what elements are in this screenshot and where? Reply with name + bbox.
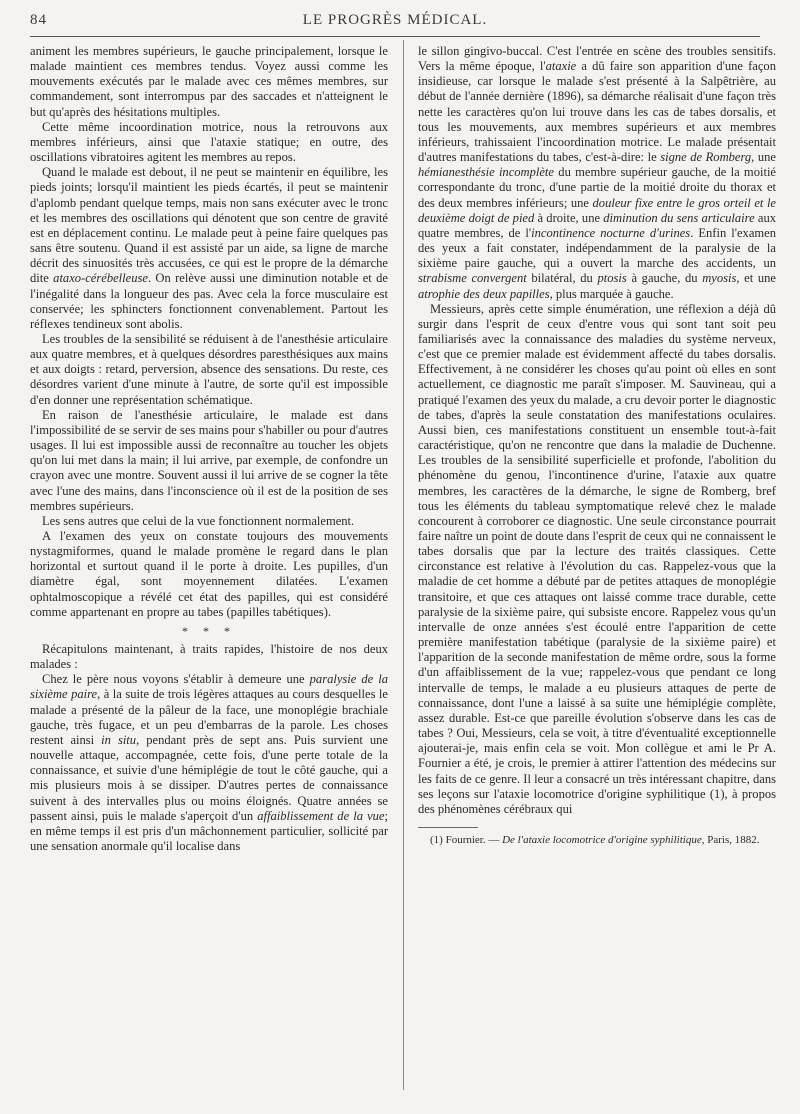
footnote-rule <box>418 827 478 828</box>
italic-text: affaiblissement de la vue <box>257 808 385 823</box>
paragraph: Les sens autres que celui de la vue fonctionnent normalement. <box>42 513 355 528</box>
header-rule <box>30 36 760 37</box>
italic-text: strabisme convergent <box>418 271 527 286</box>
paragraph: Récapitulons maintenant, à traits rapides, l'histoire de nos deux malades : <box>30 641 388 672</box>
italic-text: atrophie des deux papilles <box>418 286 550 301</box>
italic-text: paralysie de la sixième paire <box>30 672 388 702</box>
page-header <box>30 12 760 34</box>
italic-text: ataxie <box>545 59 577 74</box>
paragraph: Cette même incoordination motrice, nous la retrouvons aux membres inférieurs, ainsi que l'ataxie statique; en outre, des oscillations vibratoires agitent les membres au repos. <box>30 119 388 165</box>
footnote: (1) Fournier. — De l'ataxie locomotrice d'origine syphilitique, Paris, 1882. <box>430 833 760 846</box>
page-number: 84 <box>30 12 47 28</box>
paragraph: A l'examen des yeux on constate toujours des mouvements nystagmiformes, quand le malade promène le regard dans le plan horizontal et surtout quand il le porte à droite. Les pupilles, d'un diamètre égal, sont moyennement dilatées. L'examen ophtalmoscopique a révélé cet état des papilles, qui est considéré comme appartenant en propre au tabes (papilles tabétiques). <box>30 529 388 619</box>
section-stars: * * * <box>182 623 236 638</box>
italic-text: ataxo-cérébelleuse <box>53 271 148 286</box>
left-column <box>30 44 388 854</box>
italic-text: douleur fixe entre le gros orteil et le deuxième doigt de pied <box>418 195 776 225</box>
paragraph: Les troubles de la sensibilité se réduisent à de l'anesthésie articulaire aux quatre membres, et à quelques désordres paresthésiques aux mains et aux doigts : retard, perversion, absence des sensations. Du reste, ces désordres varient d'une minute à l'autre, de sorte qu'il est impossible d'en donner une représentation schématique. <box>30 331 388 407</box>
paragraph: animent les membres supérieurs, le gauche principalement, lorsque le malade maintient ces membres tendus. Voyez aussi comme les mouvements exécutés par le malade avec ces mêmes membres, sur commandement, sont interrompus par des saccades et n'atteignent le but qu'après des hésitations multiples. <box>30 44 388 119</box>
column-divider <box>403 40 404 1090</box>
paragraph: Messieurs, après cette simple énumération, une réflexion a déjà dû surgir dans l'esprit de ceux d'entre vous qui sont tant soit peu familiarisés avec la connaissance des maladies du système nerveux, c'est que ce premier malade est évidemment affecté du tabes dorsalis. Effectivement, à ne considérer les choses qu'au point où elles en sont actuellement, ce diagnostic me paraît s'imposer. M. Sauvineau, qui a pratiqué l'examen des yeux du malade, a cru devoir porter le diagnostic de tabes, d'après la seule constatation des manifestations oculaires. Aussi bien, ces manifestations constituent un ensemble tout-à-fait caractéristique, qu'on ne rencontre que dans la maladie de Duchenne. Les troubles de la sensibilité superficielle et profonde, l'abolition du phénomène du genou, l'incontinence d'urine, l'ataxie aux quatre membres, les caractères de la démarche, le signe de Romberg, bref tous les éléments du tableau symptomatique relevé chez le malade concourent à corroborer ce diagnostic. Une seule circonstance pourrait faire naître un point de doute dans l'esprit de ceux qui ne connaissent le tabes dorsalis que par la lecture des traités classiques. Cette circonstance est relative à l'évolution du cas. Rappelez-vous que la maladie de cet homme a débuté par de petites attaques de monoplégie transitoire, et que ces attaques ont laissé comme trace durable, cette paralysie de la sixième paire, qui subsiste encore. Rappelez vous qu'un intervalle de onze années s'est écoulé entre l'apparition de cette première manifestation tabétique (paralysie de la sixième paire) et l'apparition de la seconde manifestation de même ordre, sous la forme d'un affaiblissement de la vue; rappelez-vous que pendant ce long intervalle de temps, le malade a eu plusieurs attaques de perte de connaissance, dont l'une a laissé à sa suite une hémiplégie complète, assez durable. Est-ce que pareille évolution s'observe dans les cas de tabes ? Oui, Messieurs, cela se voit, à titre d'éventualité exceptionnelle ajouterai-je, mais enfin cela se voit. Mon collègue et ami le Pr A. Fournier a été, je crois, le premier à attirer l'attention des médecins sur les faits de ce genre. Il leur a consacré un très intéressant chapitre, dans ses leçons sur l'ataxie locomotrice d'origine syphilitique (1), à propos des phénomènes cérébraux qui <box>418 301 776 816</box>
italic-text: in situ <box>101 732 137 747</box>
italic-text: signe de Romberg <box>660 150 752 165</box>
paragraph: Chez le père nous voyons s'établir à demeure une paralysie de la sixième paire, à la suite de trois légères attaques au cours desquelles le malade a présenté de la pâleur de la face, une monoplégie brachiale gauche, très fugace, et un peu d'embarras de la parole. Les choses restent ainsi in situ, pendant près de sept ans. Puis survient une nouvelle attaque, accompagnée, cette fois, d'une perte totale de la connaissance, et suivie d'une hémiplégie de tout le côté gauche, qui a mis plusieurs mois à se dissiper. D'autres pertes de connaissance suivent à des intervalles plus ou moins éloignés. Quatre années se passent ainsi, puis le malade s'aperçoit d'un affaiblissement de la vue; en même temps il est pris d'un mâchonnement particulier, sollicité par une sensation anormale qu'il localise dans <box>30 672 388 853</box>
running-head: LE PROGRÈS MÉDICAL. <box>302 12 488 28</box>
paragraph: le sillon gingivo-buccal. C'est l'entrée en scène des troubles sensitifs. Vers la même époque, l'ataxie a dû faire son apparition d'une façon insidieuse, car lorsque le malade s'est présenté à la Salpêtrière, au début de l'année dernière (1896), sa démarche réalisait d'une façon très nette les caractères qu'on lui trouve dans les cas de tabes dorsalis, et tous les mouvements, aux membres supérieurs et aux membres inférieurs, trahissaient l'incoordination motrice. Le malade présentait d'autres manifestations du tabes, c'est-à-dire: le signe de Romberg, une hémianesthésie incomplète du membre supérieur gauche, de la moitié correspondante du tronc, d'une partie de la moitié droite du thorax et des deux membres inférieurs; une douleur fixe entre le gros orteil et le deuxième doigt de pied à droite, une diminution du sens articulaire aux quatre membres, de l'incontinence nocturne d'urines. Enfin l'examen des yeux a fait constater, indépendamment de la paralysie de la sixième paire gauche, qui a ouvert la marche des accidents, un strabisme convergent bilatéral, du ptosis à gauche, du myosis, et une atrophie des deux papilles, plus marquée à gauche. <box>418 44 776 301</box>
paragraph: En raison de l'anesthésie articulaire, le malade est dans l'impossibilité de se servir de ses mains pour s'habiller ou pour d'autres usages. Il lui est impossible aussi de reconnaître au toucher les objets qu'on lui met dans la main; il lui arrive, par exemple, de confondre un crayon avec une montre. Souvent aussi il lui arrive de se cogner la tête avec l'une des mains, dans l'inconscience où il est de la position de ses membres supérieurs. <box>30 407 388 513</box>
paragraph: Quand le malade est debout, il ne peut se maintenir en équilibre, les pieds joints; lorsqu'il maintient les pieds écartés, il peut se maintenir d'aplomb pendant quelque temps, mais non sans exécuter avec le tronc et les membres des oscillations qui dénotent que son centre de gravité est en déplacement continu. Le malade peut à peine faire quelques pas sans être soutenu. Quand il est assisté par un aide, sa ligne de marche décrit des sinuosités très accusées, ce qui est le propre de la démarche dite ataxo-cérébelleuse. On relève aussi une diminution notable et de l'inégalité dans la longueur des pas. Avec cela la force musculaire est conservée; les sphincters fonctionnent convenablement. Partout les réflexes tendineux sont abolis. <box>30 165 388 331</box>
italic-text: diminution du sens articulaire <box>603 210 755 225</box>
right-column <box>418 44 776 847</box>
italic-text: hémianesthésie incomplète <box>418 165 554 180</box>
italic-text: De l'ataxie locomotrice d'origine syphilitique <box>502 833 702 846</box>
italic-text: ptosis <box>597 271 627 286</box>
italic-text: incontinence nocturne d'urines <box>531 225 691 240</box>
italic-text: myosis <box>702 271 737 286</box>
